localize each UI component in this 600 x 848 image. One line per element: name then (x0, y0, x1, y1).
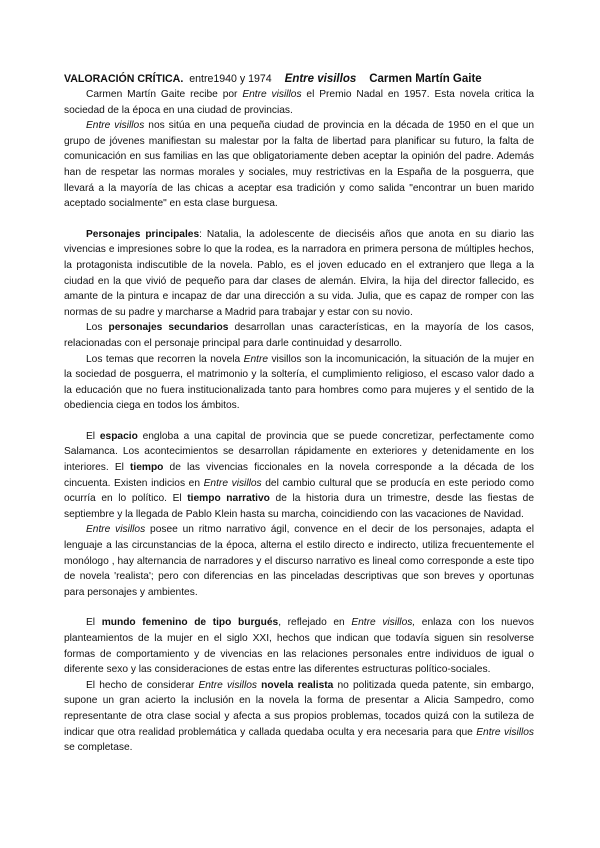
paragraph-realism: El hecho de considerar Entre visillos novela realista no politizada queda patente, sin embargo, supone un gran acierto la inclusión en la novela la forma de presentar a Alicia Sampedro, como representante de otra clase social y afecta a sus propios problemas, tocados quizá con la sutileza de indicar que otra realidad problemática y callada quedaba oculta y era necesaria para que Entre visillos se completase. (64, 679, 534, 754)
paragraph-secondary-characters: Los personajes secundarios desarrollan unas características, en la mayoría de los casos, relacionadas con el personaje principal para darle continuidad y desarrollo. (64, 322, 534, 349)
paragraph-female-world: El mundo femenino de tipo burgués, reflejado en Entre visillos, enlaza con los nuevos planteamientos de la mujer en el siglo XXI, hechos que indican que todavía siguen sin resolverse formas de comportamiento y de vivencias en las relaciones personales entre individuos de igual o diferente sexo y las consideraciones de estas entre las diferentes estructuras político-sociales. (64, 617, 534, 676)
title-label: VALORACIÓN CRÍTICA. (64, 73, 184, 85)
paragraph-summary: Entre visillos nos sitúa en una pequeña ciudad de provincia en la década de 1950 en el que un grupo de jóvenes manifiestan su malestar por la falta de libertad para planificar su futuro, la falta de comunicación en sus familias en las que obligatoriamente deben aceptar la opinión del padre. Además han de respetar las normas morales y sociales, muy restrictivas en la España de la posguerra, que llevará a la mayoría de las chicas a aceptar esa tradición y como salida "encontrar un buen marido aceptado socialmente" en esta clase burguesa. (64, 120, 534, 210)
title-book: Entre visillos (284, 73, 357, 85)
paragraph-style: Entre visillos posee un ritmo narrativo ágil, convence en el decir de los personajes, adapta el lenguaje a las circunstancias de la época, alterna el estilo directo e indirecto, utiliza frecuentemente el monólogo , hay alternancia de narradores y el discurso narrativo es lineal como corresponde a este tipo de novela 'realista'; pero con diferencias en las pinceladas descriptivas que son breves y oportunas para personajes y ambientes. (64, 524, 534, 598)
document-title (64, 72, 534, 87)
paragraph-space-time: El espacio engloba a una capital de provincia que se puede concretizar, perfectamente como Salamanca. Los acontecimientos se desarrollan rápidamente en exteriores y detenidamente en los interiores. El tiempo de las vivencias ficcionales en la novela corresponde a la década de los cincuenta. Existen indicios en Entre visillos del cambio cultural que se producía en este periodo como ocurría en lo político. El tiempo narrativo de la historia dura un trimestre, desde las fiestas de septiembre y la llegada de Pablo Klein hasta su marcha, coincidiendo con las vacaciones de Navidad. (64, 430, 534, 520)
title-author: Carmen Martín Gaite (369, 73, 482, 85)
paragraph-intro: Carmen Martín Gaite recibe por Entre visillos el Premio Nadal en 1957. Esta novela critica la sociedad de la época en una ciudad de provincias. (64, 89, 535, 116)
title-dates: entre1940 y 1974 (189, 73, 272, 85)
paragraph-main-characters: Personajes principales: Natalia, la adolescente de dieciséis años que anota en su diario las vivencias e impresiones sobre lo que la rodea, es la narradora en primera persona de múltiples hechos, la protagonista indiscutible de la novela. Pablo, es el joven educado en el extranjero que llega a la ciudad en la que vivió de pequeño para dar clases de alemán. Elvira, la hija del director fallecido, es amante de la pintura e incapaz de dar una dirección a su vida. Julia, que es capaz de romper con las normas de su padre y marcharse a Madrid para trabajar y estar con su novio. (64, 228, 534, 318)
paragraph-themes: Los temas que recorren la novela Entre visillos son la incomunicación, la situación de la mujer en la sociedad de posguerra, el matrimonio y la soltería, el cumplimiento religioso, el escaso valor dado a la educación que no fuera institucionalizada tanto para hombres como para mujeres y el sentido de la obediencia ciega en todos los ámbitos. (64, 353, 534, 412)
